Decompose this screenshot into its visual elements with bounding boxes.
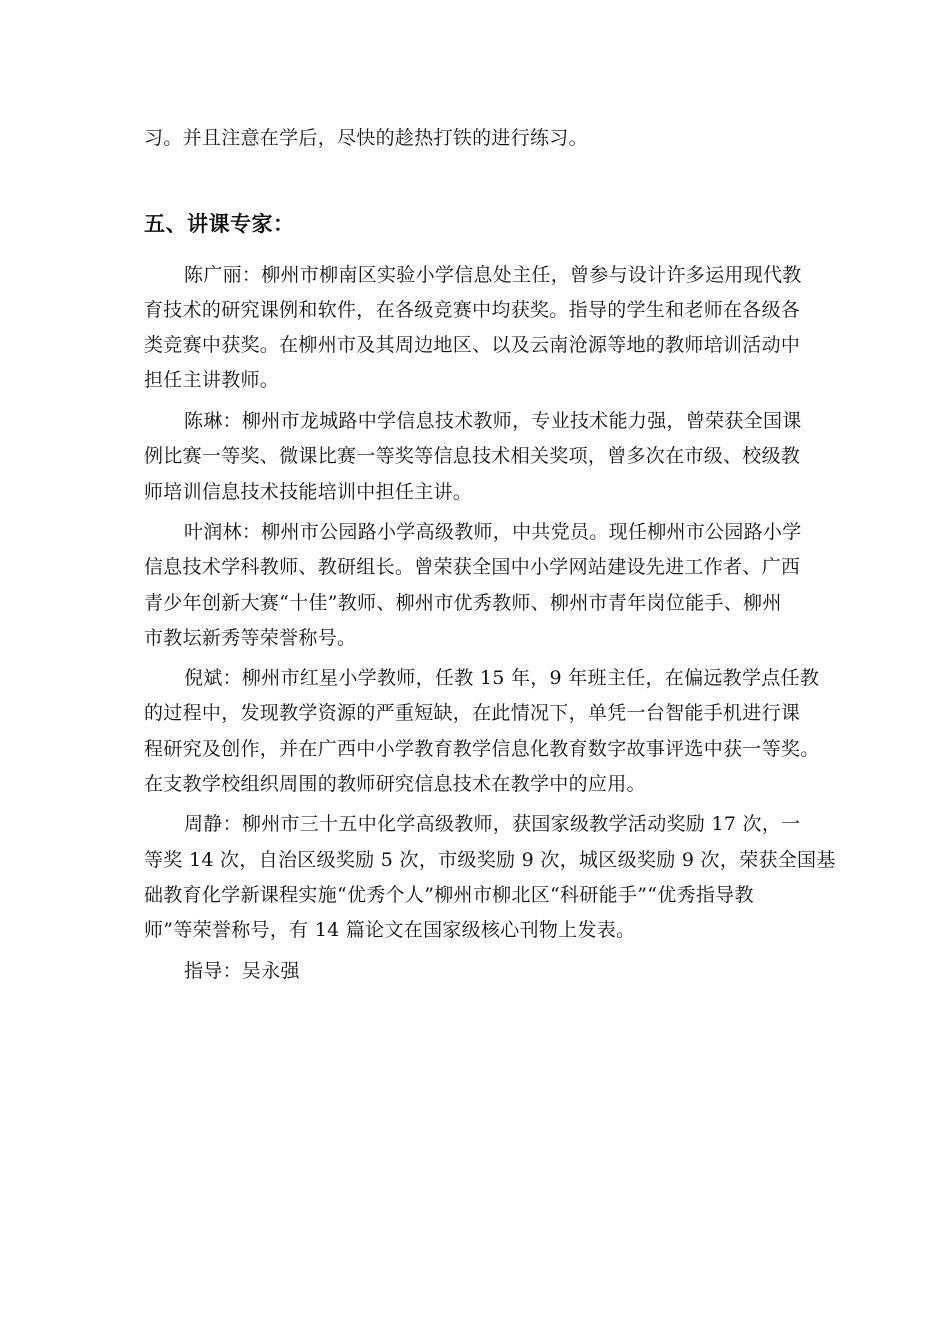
paragraph-2-line-3: 师培训信息技术技能培训中担任主讲。: [144, 481, 473, 503]
section-heading: 五、讲课专家：: [144, 212, 295, 236]
paragraph-2-line-2: 例比赛一等奖、微课比赛一等奖等信息技术相关奖项，曾多次在市级、校级教: [144, 445, 801, 467]
paragraph-3-line-2: 信息技术学科教师、教研组长。曾荣获全国中小学网站建设先进工作者、广西: [144, 556, 801, 578]
paragraph-3-line-4: 市教坛新秀等荣誉称号。: [144, 627, 357, 649]
paragraph-4-line-1: 倪斌：柳州市红星小学教师，任教 15 年，9 年班主任，在偏远教学点任教: [184, 667, 820, 689]
intro-line: 习。并且注意在学后，尽快的趁热打铁的进行练习。: [144, 127, 588, 149]
paragraph-5-line-3: 础教育化学新课程实施“优秀个人”柳州市柳北区“科研能手”“优秀指导教: [144, 884, 754, 906]
paragraph-3-line-3: 青少年创新大赛“十佳”教师、柳州市优秀教师、柳州市青年岗位能手、柳州: [144, 592, 782, 614]
paragraph-5-line-4: 师”等荣誉称号，有 14 篇论文在国家级核心刊物上发表。: [144, 919, 636, 941]
paragraph-1-line-3: 类竞赛中获奖。在柳州市及其周边地区、以及云南沧源等地的教师培训活动中: [144, 334, 801, 356]
paragraph-4-line-3: 程研究及创作，并在广西中小学教育教学信息化教育数字故事评选中获一等奖。: [144, 738, 820, 760]
paragraph-4-line-2: 的过程中，发现教学资源的严重短缺，在此情况下，单凭一台智能手机进行课: [144, 702, 801, 724]
paragraph-3-line-1: 叶润林：柳州市公园路小学高级教师，中共党员。现任柳州市公园路小学: [184, 521, 802, 543]
paragraph-1-line-1: 陈广丽：柳州市柳南区实验小学信息处主任，曾参与设计许多运用现代教: [184, 264, 802, 286]
paragraph-5-line-1: 周静：柳州市三十五中化学高级教师，获国家级教学活动奖励 17 次，一: [184, 813, 801, 835]
closing-line: 指导：吴永强: [184, 960, 300, 982]
paragraph-2-line-1: 陈琳：柳州市龙城路中学信息技术教师，专业技术能力强，曾荣获全国课: [184, 410, 802, 432]
paragraph-4-line-4: 在支教学校组织周围的教师研究信息技术在教学中的应用。: [144, 773, 646, 795]
paragraph-1-line-2: 育技术的研究课例和软件，在各级竞赛中均获奖。指导的学生和老师在各级各: [144, 299, 801, 321]
paragraph-5-line-2: 等奖 14 次，自治区级奖励 5 次，市级奖励 9 次，城区级奖励 9 次，荣获全国基: [144, 849, 836, 871]
paragraph-1-line-4: 担任主讲教师。: [144, 369, 280, 391]
